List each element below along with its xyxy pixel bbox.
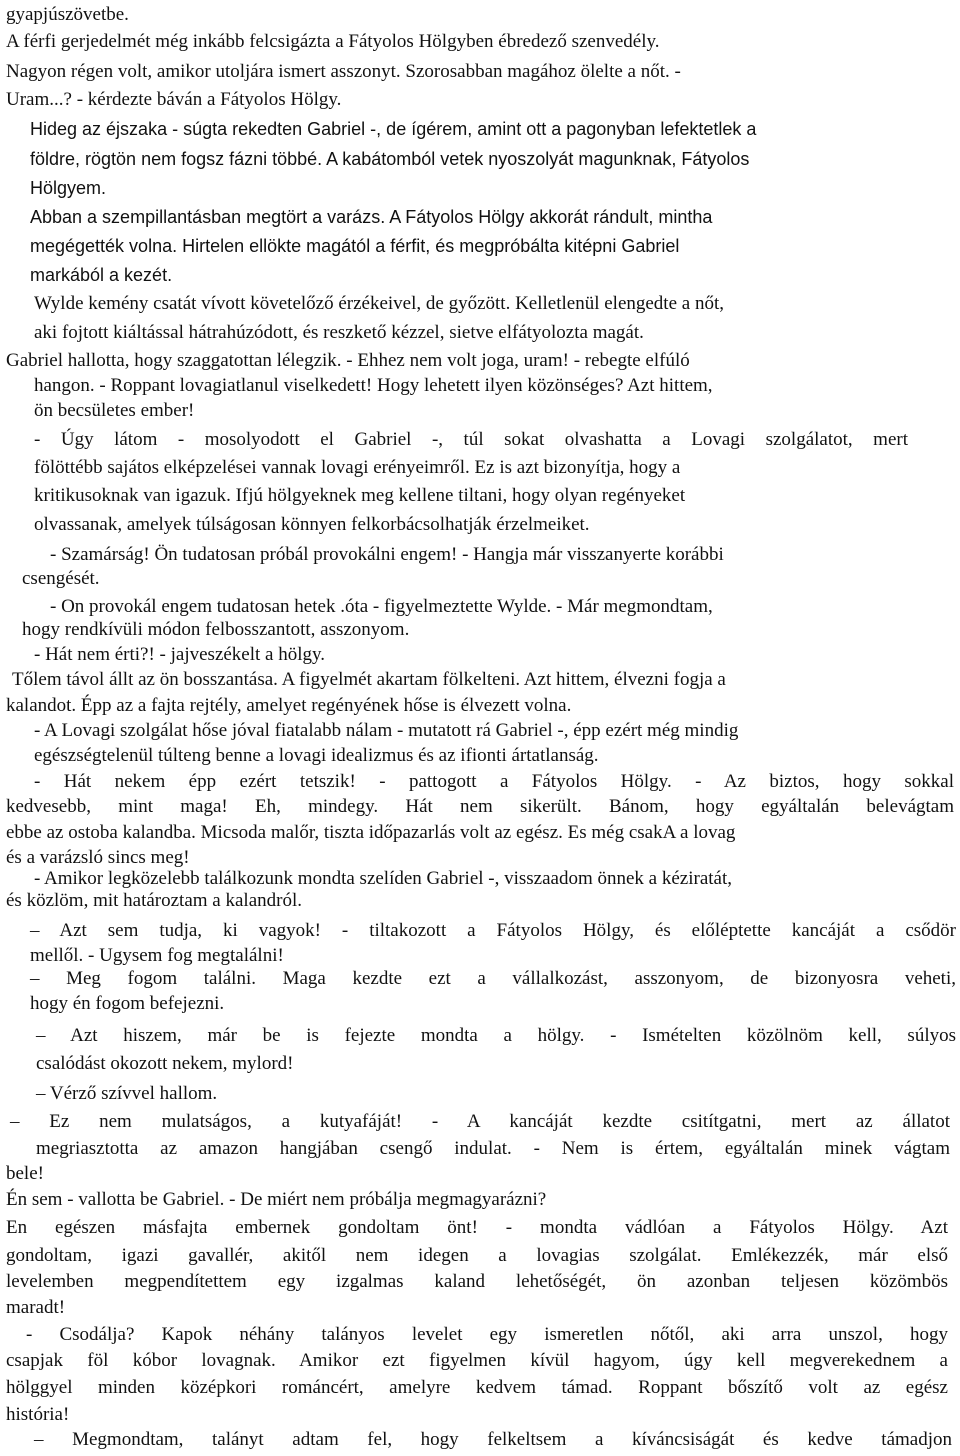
text-line: csapjak föl kóbor lovagnak. Amikor ezt figyelmen kívül hagyom, úgy kell megverekednem a — [6, 1350, 948, 1371]
text-line: Én sem - vallotta be Gabriel. - De miért nem próbálja megmagyarázni? — [6, 1189, 547, 1210]
text-line: – Ez nem mulatságos, a kutyafáját! - A kancáját kezdte csitítgatni, mert az állatot — [10, 1111, 950, 1132]
text-line: – Azt hiszem, már be is fejezte mondta a hölgy. - Ismételten közölnöm kell, súlyos — [36, 1025, 956, 1046]
text-line: Wylde kemény csatát vívott követelőző érzékeivel, de győzött. Kelletlenül elengedte a nőt, — [34, 293, 724, 314]
text-line: - A Lovagi szolgálat hőse jóval fiatalabb nálam - mutatott rá Gabriel -, épp ezért még mindig — [34, 720, 739, 741]
text-line: - On provokál engem tudatosan hetek .óta - figyelmeztette Wylde. - Már megmondtam, — [50, 596, 713, 617]
text-line: megriasztotta az amazon hangjában csengő indulat. - Nem is értem, egyáltalán minek vágtam — [36, 1138, 950, 1159]
text-line: – Vérző szívvel hallom. — [36, 1083, 218, 1104]
text-line: Uram...? - kérdezte báván a Fátyolos Hölgy. — [6, 89, 342, 110]
text-line: földre, rögtön nem fogsz fázni többé. A kabátomból vetek nyoszolyát magunknak, Fátyolos — [30, 149, 750, 169]
text-line: A férfi gerjedelmét még inkább felcsigázta a Fátyolos Hölgyben ébredező szenvedély. — [6, 31, 660, 52]
text-line: fölöttébb sajátos elképzelései vannak lovagi erényeimről. Ez is azt bizonyítja, hogy a — [34, 457, 681, 478]
text-line: Tőlem távol állt az ön bosszantása. A figyelmét akartam fölkelteni. Azt hittem, élvezni fogja a — [12, 669, 726, 690]
text-line: kedvesebb, mint maga! Eh, mindegy. Hát nem sikerült. Bánom, hogy egyáltalán belevágtam — [6, 796, 954, 817]
text-line: – Meg fogom találni. Maga kezdte ezt a vállalkozást, asszonyom, de bizonyosra veheti, — [30, 968, 956, 989]
text-line: – Megmondtam, talányt adtam fel, hogy felkeltsem a kíváncsiságát és kedve támadjon — [34, 1429, 952, 1450]
text-line: Abban a szempillantásban megtört a varázs. A Fátyolos Hölgy akkorát rándult, mintha — [30, 207, 713, 227]
text-line: hogy én fogom befejezni. — [30, 993, 225, 1014]
text-line: maradt! — [6, 1297, 66, 1318]
text-line: és közlöm, mit határoztam a kalandról. — [6, 890, 302, 911]
text-line: levelemben megpendítettem egy izgalmas kaland lehetőségét, ön azonban teljesen közömbös — [6, 1271, 948, 1292]
text-line: és a varázsló sincs meg! — [6, 847, 190, 868]
text-line: Hideg az éjszaka - súgta rekedten Gabriel -, de ígérem, amint ott a pagonyban lefektetlek a — [30, 119, 757, 139]
text-line: bele! — [6, 1163, 44, 1184]
text-line: kalandot. Épp az a fajta rejtély, amelyet regényének hőse is élvezett volna. — [6, 695, 572, 716]
text-line: markából a kezét. — [30, 265, 173, 285]
text-line: - Szamárság! Ön tudatosan próbál provokálni engem! - Hangja már visszanyerte korábbi — [50, 544, 724, 565]
text-line: csalódást okozott nekem, mylord! — [36, 1053, 294, 1074]
text-line: Hölgyem. — [30, 178, 107, 198]
text-line: - Úgy látom - mosolyodott el Gabriel -, túl sokat olvashatta a Lovagi szolgálatot, mert — [34, 429, 908, 450]
text-line: gondoltam, igazi gavallér, akitől nem idegen a lovagias szolgálat. Emlékezzék, már első — [6, 1245, 948, 1266]
text-line: – Azt sem tudja, ki vagyok! - tiltakozott a Fátyolos Hölgy, és előléptette kancáját a csődör — [30, 920, 956, 941]
text-line: ön becsületes ember! — [34, 400, 195, 421]
text-line: csengését. — [22, 568, 100, 589]
text-line: gyapjúszövetbe. — [6, 4, 129, 25]
text-line: ebbe az ostoba kalandba. Micsoda malőr, tiszta időpazarlás volt az egész. Es még csakA a lovag — [6, 822, 736, 843]
text-line: egészségtelenül túlteng benne a lovagi idealizmus és az ifionti ártatlanság. — [34, 745, 599, 766]
text-line: - Csodálja? Kapok néhány talányos levelet egy ismeretlen nőtől, aki arra unszol, hogy — [26, 1324, 948, 1345]
text-line: olvassanak, amelyek túlságosan könnyen felkorbácsolhatják érzelmeiket. — [34, 514, 590, 535]
text-line: mellől. - Ugysem fog megtalálni! — [30, 945, 284, 966]
text-line: - Hát nekem épp ezért tetszik! - pattogott a Fátyolos Hölgy. - Az biztos, hogy sokkal — [34, 771, 954, 792]
text-line: kritikusoknak van igazuk. Ifjú hölgyeknek meg kellene tiltani, hogy olyan regényeket — [34, 485, 686, 506]
text-line: hangon. - Roppant lovagiatlanul viselkedett! Hogy lehetett ilyen közönséges? Azt hittem, — [34, 375, 713, 396]
text-line: hogy rendkívüli módon felbosszantott, asszonyom. — [22, 619, 410, 640]
text-line: história! — [6, 1404, 70, 1425]
text-line: - Hát nem érti?! - jajveszékelt a hölgy. — [34, 644, 326, 665]
text-line: - Amikor legközelebb találkozunk mondta szelíden Gabriel -, visszaadom önnek a kéziratát, — [34, 868, 733, 889]
text-line: Gabriel hallotta, hogy szaggatottan lélegzik. - Ehhez nem volt joga, uram! - rebegte elfúló — [6, 350, 690, 371]
text-line: hölggyel minden középkori románcért, amelyre kedvem támad. Roppant bőszítő volt az egész — [6, 1377, 948, 1398]
text-line: Nagyon régen volt, amikor utoljára ismert asszonyt. Szorosabban magához ölelte a nőt. - — [6, 61, 681, 82]
text-line: megégették volna. Hirtelen ellökte magától a férfit, és megpróbálta kitépni Gabriel — [30, 236, 680, 256]
text-line: aki fojtott kiáltással hátrahúzódott, és reszkető kézzel, sietve elfátyolozta magát. — [34, 322, 644, 343]
text-line: En egészen másfajta embernek gondoltam önt! - mondta vádlóan a Fátyolos Hölgy. Azt — [6, 1217, 948, 1238]
